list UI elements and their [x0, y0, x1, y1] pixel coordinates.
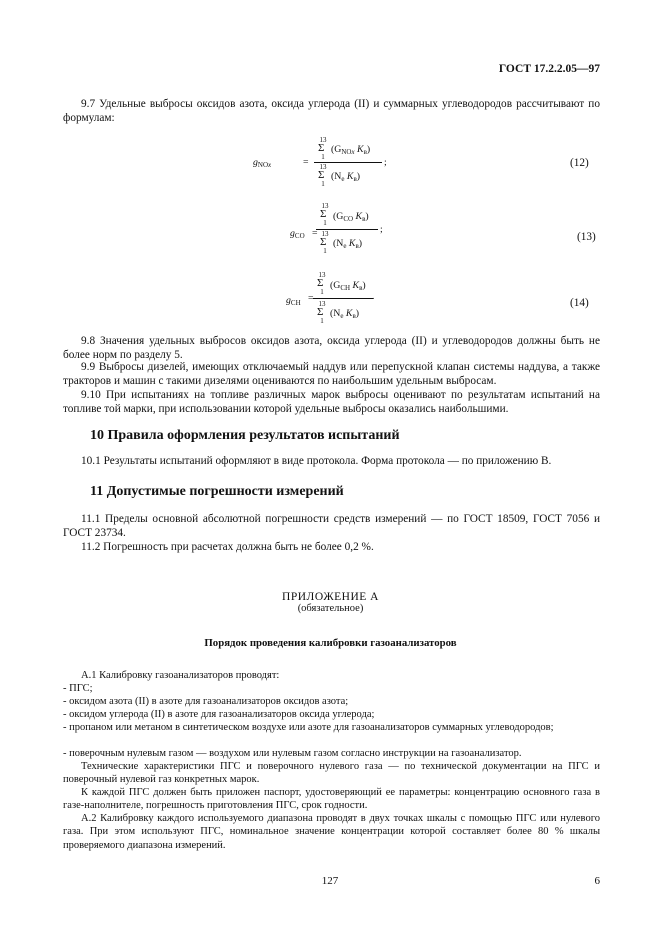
- formula-12-den-sigma: Σ: [318, 169, 325, 181]
- appendix-a2: А.2 Калибровку каждого используемого диапазона проводят в двух точках шкалы с помощью ПГС или нулевого газа. При этом используют ПГС, номинальное значение концентрации которой составляет более 80 % шкалы проверяемого диапазона измерений.: [63, 813, 600, 851]
- formula-14-den-sum-upper: 13: [318, 300, 326, 308]
- appendix-list-item: - оксидом азота (II) в азоте для газоанализаторов оксидов азота;: [63, 696, 349, 707]
- section-11-heading: 11 Допустимые погрешности измерений: [90, 484, 344, 499]
- paragraph-9-9: 9.9 Выбросы дизелей, имеющих отключаемый наддув или перепускной клапан системы наддува, а также тракторов и машин с такими дизелями оцениваются по наибольшим удельным выбросам.: [63, 361, 600, 387]
- formula-13-denominator: ($N_e$ $K_в$): [333, 238, 363, 250]
- appendix-tech-paragraph: Технические характеристики ПГС и поверочного нулевого газа — по технической документации на ПГС и поверочный нулевой газ конкретных марок.: [63, 761, 600, 786]
- formula-12-number: (12): [570, 157, 589, 169]
- section-10-heading: 10 Правила оформления результатов испытаний: [90, 428, 400, 443]
- paragraph-9-10: 9.10 При испытаниях на топливе различных марок выбросы оценивают по результатам испытаний на топливе той марки, при использовании которой удельные выбросы оказались наибольшими.: [63, 389, 600, 415]
- formula-13-numerator: ($G_{CO}$ $K_в$): [333, 211, 369, 223]
- formula-14-sum-upper: 13: [318, 271, 326, 279]
- formula-14-lhs: $g_{CH}$: [286, 295, 301, 307]
- appendix-passport-paragraph: К каждой ПГС должен быть приложен паспорт, удостоверяющий ее параметры: концентрацию основного газа в газе-наполнителе, погрешность приготовления ПГС, срок годности.: [63, 787, 600, 812]
- paragraph-10-1: 10.1 Результаты испытаний оформляют в виде протокола. Форма протокола — по приложению В.: [81, 455, 552, 467]
- document-header: ГОСТ 17.2.2.05—97: [498, 63, 600, 75]
- formula-13-sum-lower: 1: [323, 219, 327, 227]
- formula-14-numerator: ($G_{CH}$ $K_в$): [330, 280, 366, 292]
- appendix-list-item: - пропаном или метаном в синтетическом воздухе или азоте для газоанализаторов суммарных углеводородов;: [63, 722, 554, 733]
- formula-13-punct: ;: [380, 224, 383, 235]
- formula-14-punct: .: [372, 291, 375, 302]
- formula-14-equals: =: [308, 293, 314, 304]
- formula-14-number: (14): [570, 297, 589, 309]
- formula-12-sum-lower: 1: [321, 153, 325, 161]
- formula-14-fraction-bar: [313, 298, 373, 299]
- paragraph-9-8: 9.8 Значения удельных выбросов оксидов азота, оксида углерода (II) и углеводородов должны быть не более норм по разделу 5.: [63, 335, 600, 361]
- formula-12-numerator: ($G_{NOx}$ $K_в$): [331, 144, 371, 156]
- formula-12-sigma: Σ: [318, 142, 325, 154]
- paragraph-9-7: 9.7 Удельные выбросы оксидов азота, оксида углерода (II) и суммарных углеводородов рассчитывают по формулам:: [63, 98, 600, 124]
- formula-13-sigma: Σ: [320, 208, 327, 220]
- paragraph-11-2: 11.2 Погрешность при расчетах должна быть не более 0,2 %.: [81, 541, 374, 553]
- appendix-status: (обязательное): [297, 603, 364, 614]
- appendix-list-item: - оксидом углерода (II) в азоте для газоанализаторов оксида углерода;: [63, 709, 375, 720]
- formula-14-sigma: Σ: [317, 277, 324, 289]
- formula-13-den-sigma: Σ: [320, 236, 327, 248]
- formula-12-sum-upper: 13: [319, 136, 327, 144]
- formula-12-den-sum-lower: 1: [321, 180, 325, 188]
- formula-13-den-sum-upper: 13: [321, 230, 329, 238]
- formula-12-den-sum-upper: 13: [319, 163, 327, 171]
- sheet-number: 6: [594, 875, 600, 887]
- paragraph-11-1: 11.1 Пределы основной абсолютной погрешности средств измерений — по ГОСТ 18509, ГОСТ 7056 и ГОСТ 23734.: [63, 513, 600, 539]
- formula-12-denominator: ($N_e$ $K_в$): [331, 171, 361, 183]
- formula-13-lhs: $g_{CO}$: [290, 228, 305, 240]
- appendix-a1: А.1 Калибровку газоанализаторов проводят:: [81, 670, 280, 681]
- formula-14-den-sigma: Σ: [317, 306, 324, 318]
- formula-14-den-sum-lower: 1: [320, 317, 324, 325]
- appendix-heading: Порядок проведения калибровки газоанализаторов: [204, 637, 457, 649]
- formula-12-lhs: $g_{NOx}$: [253, 157, 272, 169]
- formula-13-number: (13): [577, 231, 596, 243]
- formula-14-sum-lower: 1: [320, 288, 324, 296]
- formula-13-den-sum-lower: 1: [323, 247, 327, 255]
- appendix-title: ПРИЛОЖЕНИЕ А: [282, 591, 379, 603]
- appendix-list-item: - поверочным нулевым газом — воздухом или нулевым газом согласно инструкции на газоанализатор.: [63, 748, 522, 759]
- formula-13-sum-upper: 13: [321, 202, 329, 210]
- page-number: 127: [321, 875, 339, 887]
- formula-12-equals: =: [303, 157, 309, 168]
- formula-13-equals: =: [312, 228, 318, 239]
- formula-14-denominator: ($N_e$ $K_в$): [330, 308, 360, 320]
- appendix-list-item: - ПГС;: [63, 683, 93, 694]
- formula-12-punct: ;: [384, 157, 387, 168]
